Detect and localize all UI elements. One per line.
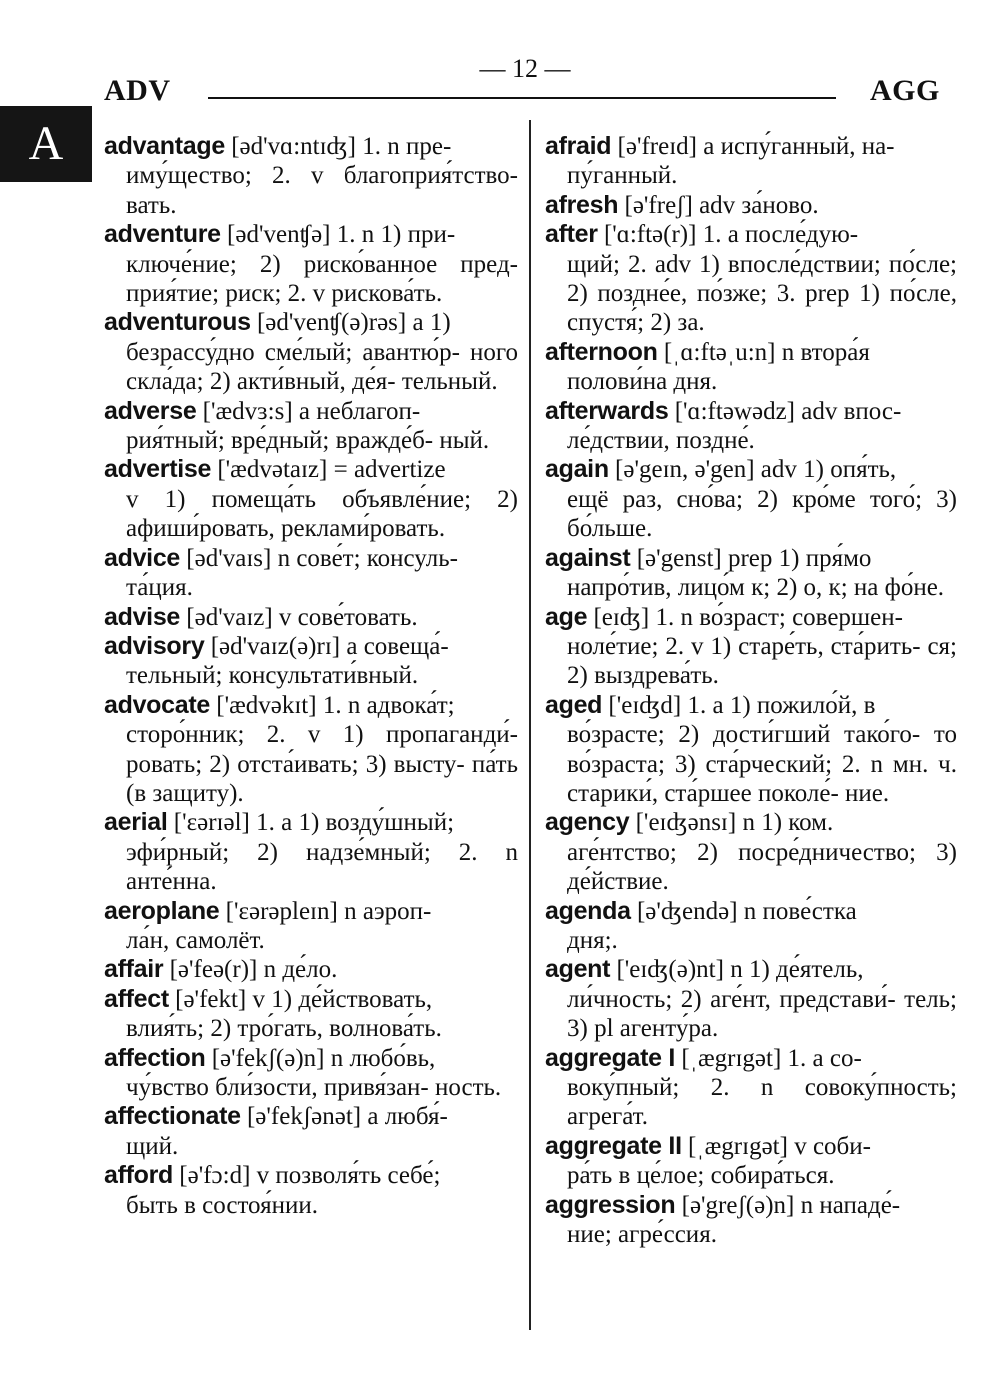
entry-first-line: [ˌægrɪgət] v соби- <box>681 1132 871 1160</box>
entry-first-line: [ə'fekt] v 1) де́йствовать, <box>168 985 433 1013</box>
dictionary-entry <box>545 191 957 220</box>
entry-first-line: [ə'genst] prep 1) пря́мо <box>630 544 872 572</box>
entry-continuation: воку́пный; 2. n совоку́пность; агрега́т. <box>567 1074 957 1131</box>
dictionary-entry <box>545 544 957 603</box>
headword: advocate <box>104 690 210 719</box>
right-guide-word: AGG <box>870 74 940 107</box>
headword: agenda <box>545 896 631 925</box>
entry-first-line: ['ædvɜ:s] a неблагоп- <box>196 397 421 425</box>
letter-thumb-tab: A <box>0 106 92 182</box>
entry-first-line: [ə'freʃ] adv за́ново. <box>618 191 819 219</box>
entry-continuation: эфи́рный; 2) надзе́мный; 2. n анте́нна. <box>126 838 518 896</box>
left-guide-word: ADV <box>104 74 171 107</box>
entry-continuation: щий; 2. adv 1) впосле́дствии; по́сле; 2) поздне́е, по́зже; 3. prep 1) по́сле, спустя́; 2) за. <box>567 250 957 337</box>
dictionary-entry <box>545 455 957 543</box>
entry-first-line: ['ɑ:ftəwədz] adv впос- <box>668 397 902 425</box>
headword: adverse <box>104 396 197 425</box>
headword: aggression <box>545 1190 676 1219</box>
dictionary-entry <box>104 1161 518 1220</box>
dictionary-entry <box>104 455 518 543</box>
headword: afternoon <box>545 337 658 366</box>
dictionary-entry <box>545 1132 957 1191</box>
headword: again <box>545 455 609 484</box>
entry-first-line: ['ɑ:ftə(r)] 1. a после́дую- <box>597 221 859 249</box>
dictionary-entry <box>104 985 518 1044</box>
entry-first-line: [ə'ʤendə] n пове́стка <box>630 897 857 925</box>
dictionary-entry <box>545 1191 957 1250</box>
entry-first-line: [ə'fɔ:d] v позволя́ть себе́; <box>173 1162 441 1190</box>
entry-continuation: быть в состоя́нии. <box>126 1191 318 1219</box>
headword: advertise <box>104 455 212 484</box>
headword: advisory <box>104 631 205 660</box>
entry-continuation: ли́чность; 2) аге́нт, представи́- тель; 3) pl агенту́ра. <box>567 985 957 1043</box>
entry-continuation: ключе́ние; 2) риско́ванное пред- прия́тие; риск; 2. v рискова́ть. <box>126 250 518 308</box>
entry-first-line: [əd'vaɪz] v сове́товать. <box>180 603 418 631</box>
dictionary-entry <box>104 897 518 956</box>
headword: advise <box>104 602 181 631</box>
entry-first-line: [ə'fekʃənət] a любя́- <box>240 1103 448 1131</box>
entry-continuation: ещё раз, сно́ва; 2) кро́ме того́; 3) бо́льше. <box>567 485 957 543</box>
headword: affectionate <box>104 1102 241 1131</box>
entry-continuation: влия́ть; 2) тро́гать, волнова́ть. <box>126 1015 442 1043</box>
headword: aggregate II <box>545 1131 682 1160</box>
entry-first-line: [ə'greʃ(ə)n] n нападе́- <box>675 1191 901 1219</box>
entry-continuation: напро́тив, лицо́м к; 2) о, к; на фо́не. <box>567 574 945 602</box>
dictionary-entry <box>545 691 957 809</box>
dictionary-entry <box>104 955 518 984</box>
dictionary-entry <box>545 220 957 338</box>
headword: advice <box>104 543 181 572</box>
entry-continuation: во́зрасте; 2) дости́гший тако́го- то во́зраста; 3) ста́рческий; 2. n мн. ч. старики́, ста́ршее поколе́- ние. <box>567 721 957 807</box>
entry-first-line: [ə'geɪn, ə'gen] adv 1) опя́ть, <box>608 456 897 484</box>
dictionary-entry <box>104 1044 518 1103</box>
entry-first-line: ['ɛərəpleɪn] n аэроп- <box>219 897 432 925</box>
dictionary-entry <box>545 603 957 691</box>
entry-continuation: ла́н, самолёт. <box>126 926 265 954</box>
entry-continuation: та́ция. <box>126 574 193 602</box>
entry-continuation: ра́ть в це́лое; собира́ться. <box>567 1162 835 1190</box>
headword: afford <box>104 1161 174 1190</box>
entry-continuation: полови́на дня. <box>567 368 718 396</box>
dictionary-entry <box>545 397 957 456</box>
entry-continuation: v 1) помеща́ть объявле́ние; 2) афиши́ровать, реклами́ровать. <box>126 485 518 543</box>
entry-first-line: [əd'venʧə] 1. n 1) при- <box>220 221 456 249</box>
dictionary-entry <box>545 1044 957 1132</box>
dictionary-entry <box>104 220 518 308</box>
entry-first-line: [əd'venʧ(ə)rəs] a 1) <box>250 309 451 337</box>
dictionary-entry <box>104 132 518 220</box>
headword: aeroplane <box>104 896 220 925</box>
dictionary-entry <box>545 808 957 896</box>
entry-first-line: [ə'freɪd] a испу́ганный, на- <box>611 133 895 160</box>
headword: agent <box>545 955 611 984</box>
entry-continuation: ние; агре́ссия. <box>567 1221 717 1249</box>
entry-continuation: щий. <box>126 1132 179 1160</box>
column-divider <box>529 120 531 1330</box>
entry-first-line: [əd'vaɪz(ə)rɪ] a совеща́- <box>204 632 449 660</box>
left-column <box>104 132 518 1220</box>
headword: against <box>545 543 631 572</box>
headword: after <box>545 220 598 249</box>
entry-first-line: ['eɪʤ(ə)nt] n 1) де́ятель, <box>610 956 864 984</box>
headword: affect <box>104 984 169 1013</box>
headword: affair <box>104 955 164 984</box>
entry-first-line: [eɪʤ] 1. n во́зраст; совершен- <box>587 603 903 631</box>
entry-continuation: безрассу́дно сме́лый; авантю́р- ного скла́да; 2) акти́вный, де́я- тельный. <box>126 338 518 396</box>
entry-first-line: [ə'fekʃ(ə)n] n любо́вь, <box>205 1044 436 1072</box>
dictionary-entry <box>104 544 518 603</box>
right-column <box>545 132 957 1249</box>
dictionary-entry <box>104 1102 518 1161</box>
headword: adventure <box>104 220 221 249</box>
entry-first-line: ['ædvəkɪt] 1. n адвока́т; <box>210 691 455 719</box>
dictionary-entry <box>104 603 518 632</box>
headword: afraid <box>545 132 612 160</box>
headword: adventurous <box>104 308 251 337</box>
entry-continuation: пу́ганный. <box>567 162 678 190</box>
headword: advantage <box>104 132 225 160</box>
dictionary-entry <box>545 897 957 956</box>
dictionary-entry <box>104 632 518 691</box>
entry-first-line: [ˌɑ:ftəˌu:n] n втора́я <box>657 338 870 366</box>
entry-continuation: рия́тный; вре́дный; вражде́б- ный. <box>126 427 490 455</box>
entry-first-line: [əd'vaɪs] n сове́т; консуль- <box>180 544 458 572</box>
entry-first-line: ['eɪʤənsɪ] n 1) ком. <box>629 809 834 837</box>
page-number: — 12 — <box>479 54 571 83</box>
dictionary-entry <box>104 308 518 396</box>
dictionary-entry <box>545 955 957 1043</box>
entry-continuation: ноле́тие; 2. v 1) старе́ть, ста́рить- ся; 2) выздрева́ть. <box>567 632 957 690</box>
entry-continuation: аге́нтство; 2) посре́дничество; 3) де́йствие. <box>567 838 957 896</box>
dictionary-entry <box>545 338 957 397</box>
entry-first-line: ['eɪʤd] 1. a 1) пожило́й, в <box>602 691 876 719</box>
headword: aerial <box>104 808 168 837</box>
entry-first-line: ['ɛərɪəl] 1. a 1) возду́шный; <box>167 809 455 837</box>
headword: afterwards <box>545 396 669 425</box>
headword: afresh <box>545 190 619 219</box>
entry-continuation: дня;. <box>567 926 618 954</box>
entry-first-line: [ˌægrɪgət] 1. a со- <box>675 1044 862 1072</box>
entry-continuation: тельный; консультати́вный. <box>126 662 419 690</box>
entry-continuation: ле́дствии, поздне́. <box>567 427 755 455</box>
entry-first-line: [əd'vɑ:ntɪʤ] 1. n пре- <box>224 133 452 160</box>
headword: agency <box>545 808 630 837</box>
headword: aggregate I <box>545 1043 676 1072</box>
dictionary-entry <box>104 397 518 456</box>
headword: age <box>545 602 588 631</box>
headword: affection <box>104 1043 206 1072</box>
dictionary-entry <box>545 132 957 191</box>
entry-first-line: ['ædvətaɪz] = advertize <box>211 456 446 484</box>
headword: aged <box>545 690 603 719</box>
header-rule <box>208 97 836 99</box>
entry-continuation: сторо́нник; 2. v 1) пропаганди́- ровать; 2) отста́ивать; 3) высту- па́ть (в защиту). <box>126 721 518 807</box>
dictionary-entry <box>104 808 518 896</box>
entry-continuation: чу́вство бли́зости, привя́зан- ность. <box>126 1074 502 1101</box>
entry-continuation: иму́щество; 2. v благоприя́тство- вать. <box>126 162 518 219</box>
dictionary-entry <box>104 691 518 809</box>
entry-first-line: [ə'feə(r)] n де́ло. <box>163 956 338 984</box>
